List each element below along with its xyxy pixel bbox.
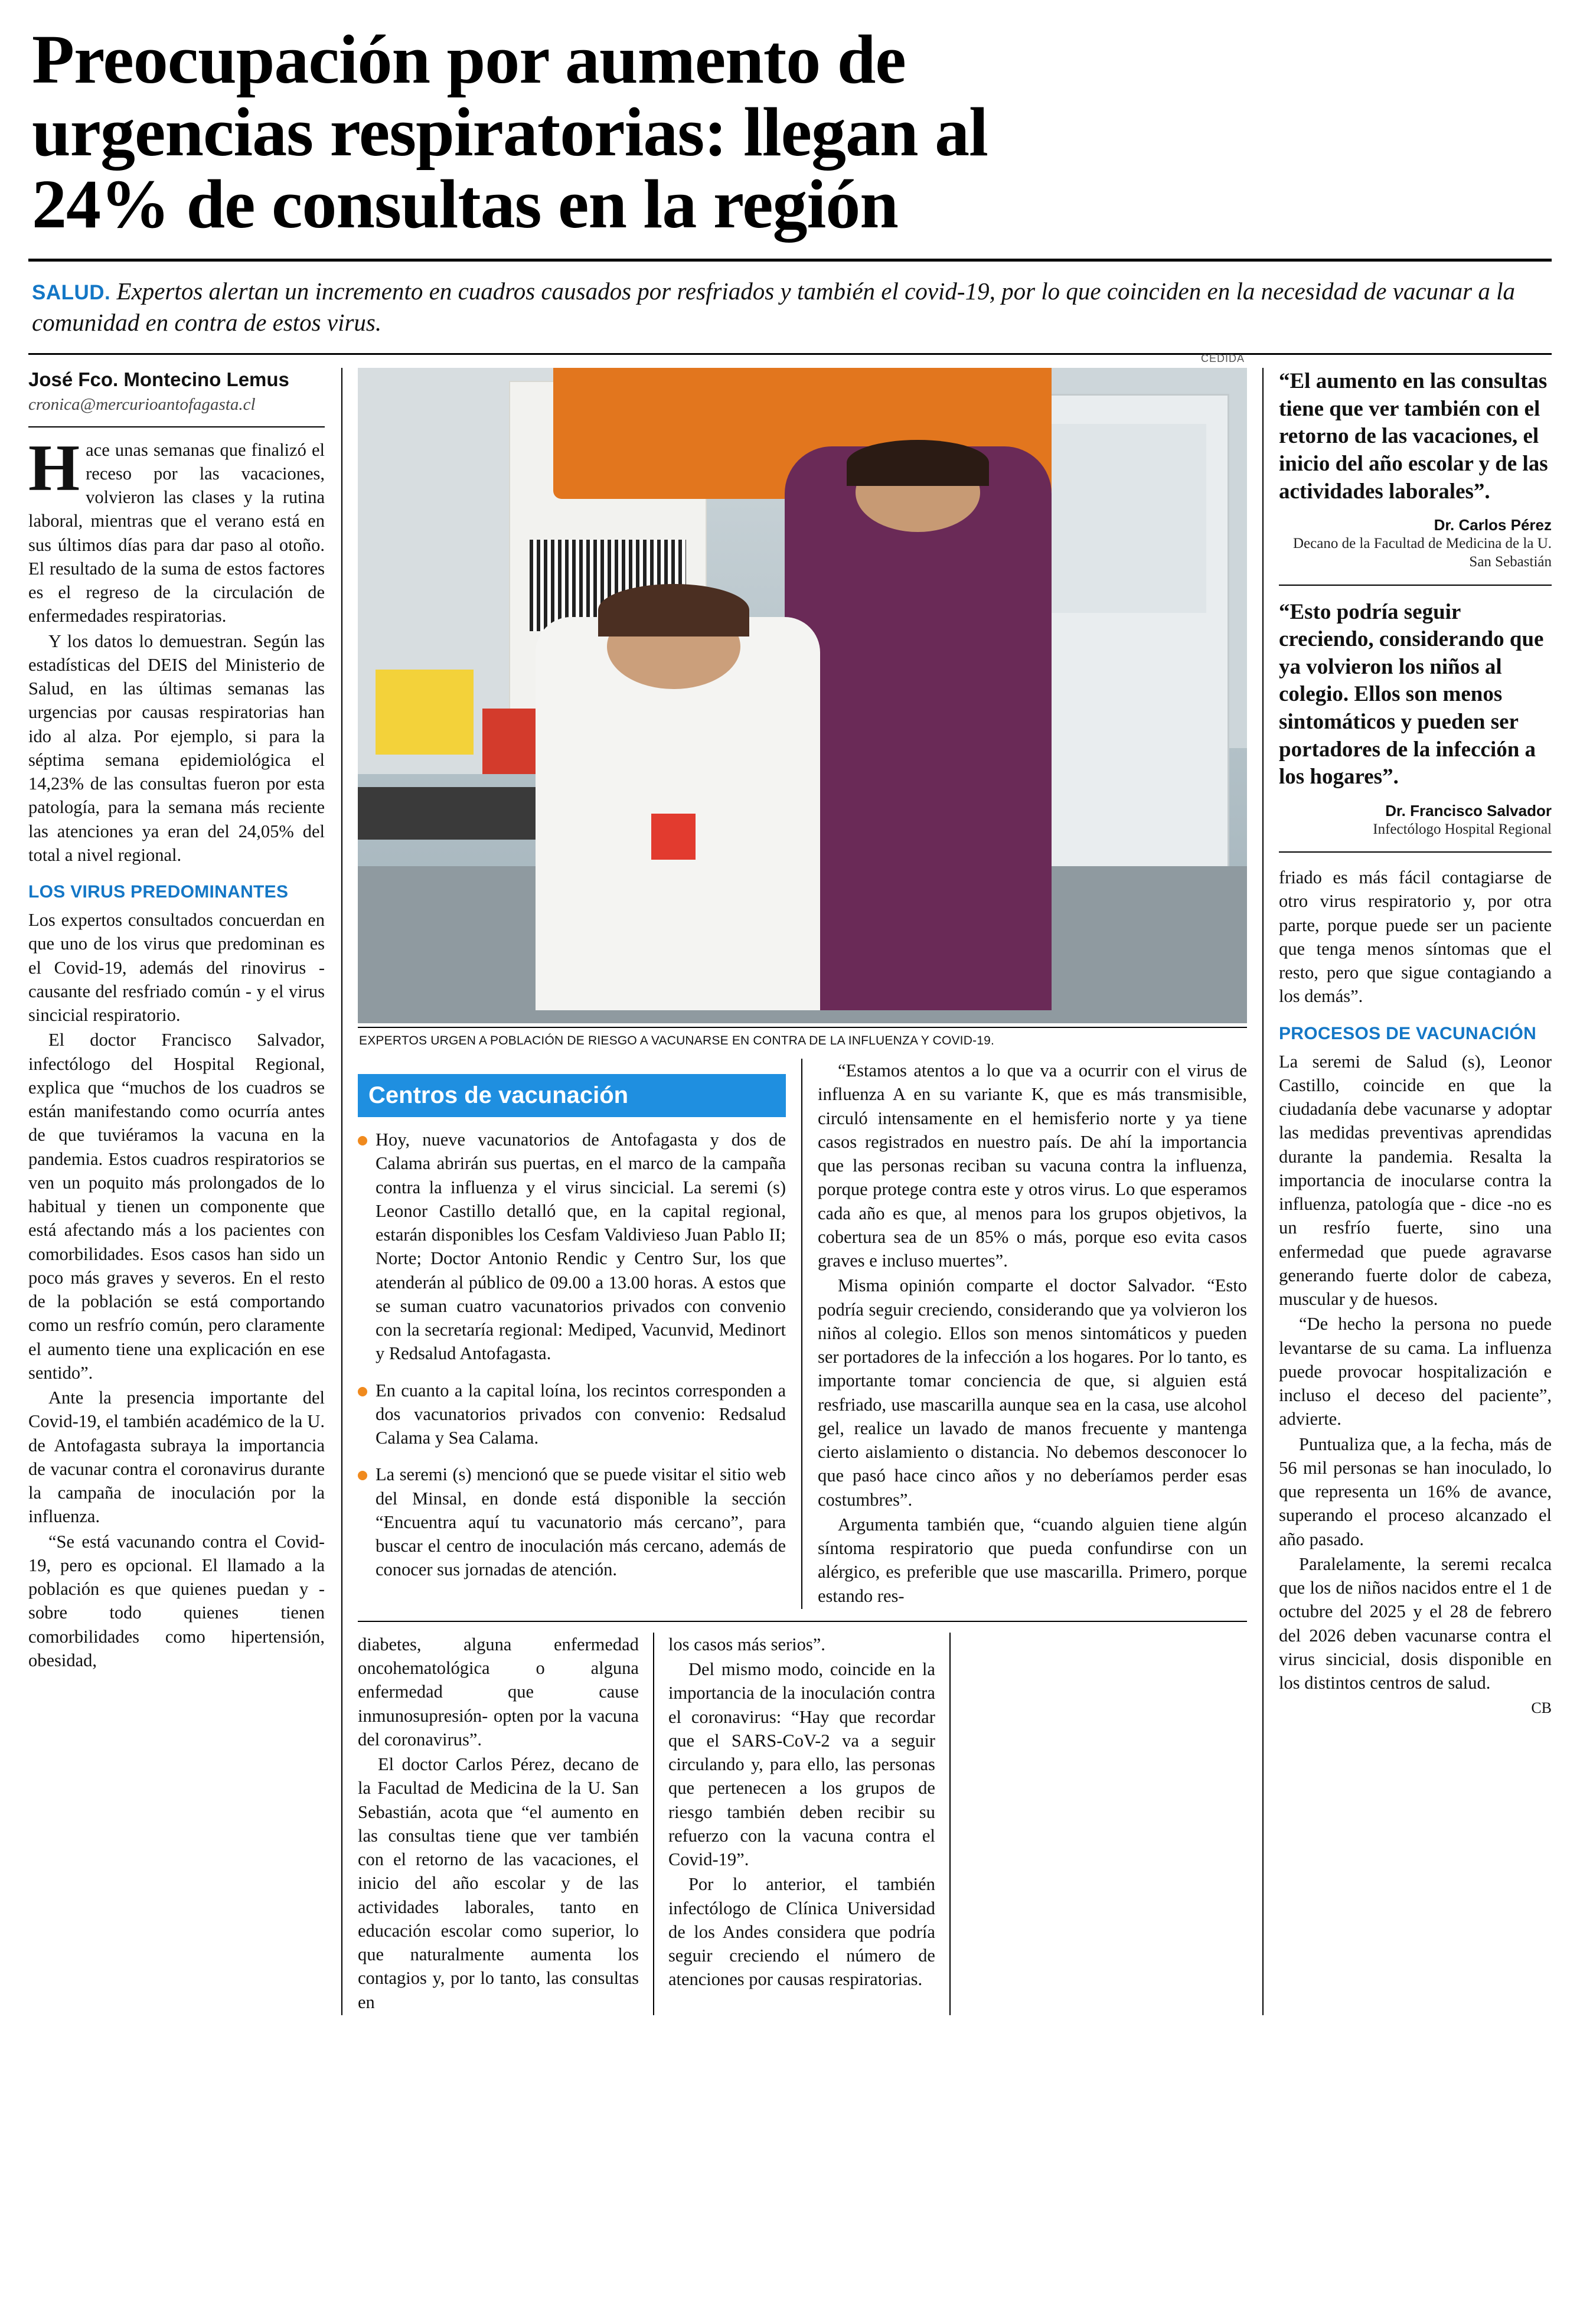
pull-quote-1-role: Decano de la Facultad de Medicina de la U. San Sebastián bbox=[1292, 536, 1552, 570]
deck-text: Expertos alertan un incremento en cuadros causados por resfriados y también el covid-19, por lo que coinciden en la necesidad de vacunar a la comunidad en contra de estos virus. bbox=[32, 278, 1515, 336]
divider-under-headline bbox=[28, 259, 1552, 262]
column-middle bbox=[341, 352, 1262, 2015]
photo-block bbox=[358, 352, 1247, 1048]
paragraph: Misma opinión comparte el doctor Salvador. “Esto podría seguir creciendo, considerando que ya volvieron los niños al colegio. Ellos son menos sintomáticos y pueden ser portadores de la infección a los hogares. Por lo tanto, es importante tomar conciencia de que, si alguien está resfriado, use mascarilla aunque sea en la casa, use alcohol gel, realice un lavado de manos frecuente y mantenga cierto aislamiento o distancia. No debemos desconocer lo que pasó hace cinco años y no deberíamos perder esas costumbres”. bbox=[818, 1275, 1247, 1510]
pull-quote-2-name: Dr. Francisco Salvador bbox=[1385, 801, 1552, 820]
paragraph: diabetes, alguna enfermedad oncohematológica o alguna enfermedad que cause inmunosupresión- opten por la vacuna del coronavirus”. bbox=[358, 1634, 639, 1749]
lower-three-columns bbox=[358, 1621, 1247, 2015]
byline-email[interactable]: cronica@mercurioantofagasta.cl bbox=[28, 394, 256, 414]
photo-patient-hair bbox=[598, 584, 749, 637]
headline-line-3: 24% de consultas en la región bbox=[32, 165, 898, 243]
divider-quotes bbox=[1279, 585, 1552, 586]
paragraph: Ante la presencia importante del Covid-19, el también académico de la U. de Antofagasta subraya la importancia de vacunar contra el coronavirus durante la campaña de inoculación por la influenza. bbox=[28, 1388, 325, 1527]
lower-column-a bbox=[358, 1633, 654, 2015]
list-item: En cuanto a la capital loína, los recintos corresponden a dos vacunatorios privados con convenio: Redsalud Calama y Sea Calama. bbox=[358, 1379, 786, 1450]
list-item: Hoy, nueve vacunatorios de Antofagasta y dos de Calama abrirán sus puertas, en el marco de la campaña contra la influenza y el virus sincicial. La seremi (s) Leonor Castillo detalló que, en la capital regional, estarán disponibles los Cesfam Valdivieso Juan Pablo II; Norte; Doctor Antonio Rendic y Centro Sur, los que atenderán al público de 09.00 a 13.00 horas. A estos que se suman cuatro vacunatorios privados con convenio con la secretaría regional: Mediped, Vacunvid, Medinort y Redsalud Antofagasta. bbox=[358, 1128, 786, 1366]
pull-quote-1: “El aumento en las consultas tiene que ver también con el retorno de las vacaciones, el inicio del año escolar y de las actividades laborales”. bbox=[1279, 369, 1548, 504]
mid-column-right bbox=[802, 1059, 1247, 1609]
photo-credit: CEDIDA bbox=[1200, 352, 1245, 365]
paragraph-text: ace unas semanas que finalizó el receso por las vacaciones, volvieron las clases y la rutina laboral, mientras que el verano está en sus últimos días para dar paso al otoño. El resultado de la suma de estos factores es el regreso de la circulación de enfermedades respiratorias. bbox=[28, 439, 325, 626]
paragraph: Argumenta también que, “cuando alguien tiene algún síntoma respiratorio que pueda confundirse con un alérgico, es preferible que use mascarilla. Primero, porque estando res- bbox=[818, 1514, 1247, 1606]
paragraph: “De hecho la persona no puede levantarse de su cama. La influenza puede provocar hospitalización e incluso el deceso del paciente”, advierte. bbox=[1279, 1314, 1552, 1429]
paragraph: friado es más fácil contagiarse de otro virus respiratorio y, por otra parte, porque puede ser un paciente que tenga menos síntomas que el resto, pero que sigue contagiando a los demás”. bbox=[1279, 867, 1552, 1007]
article-body bbox=[28, 352, 1552, 2015]
paragraph bbox=[28, 431, 325, 628]
column-left bbox=[28, 368, 341, 2015]
subhead-procesos-vacunacion: PROCESOS DE VACUNACIÓN bbox=[1279, 1023, 1537, 1043]
photo-caption: EXPERTOS URGEN A POBLACIÓN DE RIESGO A VACUNARSE EN CONTRA DE LA INFLUENZA Y COVID-19. bbox=[358, 1027, 1247, 1048]
paragraph: El doctor Francisco Salvador, infectólogo del Hospital Regional, explica que “muchos de los cuadros se están manifestando como ocurría antes de que tuviéramos la vacuna en la pandemia. Estos cuadros respiratorios se ven un poquito más prolongados de lo habitual y tienen un componente que está afectando más a los pacientes con comorbilidades. Esos casos han sido un poco más graves y severos. En el resto de la población se está comportando como un resfrío común, pero claramente el aumento tiene una explicación en ese sentido”. bbox=[28, 1030, 325, 1383]
paragraph: Los expertos consultados concuerdan en que uno de los virus que predominan es el Covid-19, además del rinovirus - causante del resfriado común - y el virus sincicial respiratorio. bbox=[28, 910, 325, 1026]
mid-column-left bbox=[358, 1059, 802, 1609]
headline-line-1: Preocupación por aumento de bbox=[32, 21, 906, 98]
mid-two-columns bbox=[358, 1059, 1247, 1609]
article-deck bbox=[32, 276, 1552, 338]
lower-column-c bbox=[951, 1633, 1247, 2015]
pull-quote-1-name: Dr. Carlos Pérez bbox=[1434, 516, 1552, 534]
divider-quote-body bbox=[1279, 851, 1552, 853]
pull-quote-2: “Esto podría seguir creciendo, considerando que ya volvieron los niños al colegio. Ellos son menos sintomáticos y pueden ser portadores de la infección a los hogares”. bbox=[1279, 599, 1544, 789]
paragraph: Y los datos lo demuestran. Según las estadísticas del DEIS del Ministerio de Salud, en las últimas semanas las urgencias por causas respiratorias han ido al alza. Por ejemplo, si para la séptima semana epidemiológica el 14,23% de las consultas fueron por esta patología, para la semana más reciente las atenciones ya eran del 24,05% del total a nivel regional. bbox=[28, 631, 325, 865]
divider-under-deck bbox=[28, 353, 1552, 355]
pull-quote-2-role: Infectólogo Hospital Regional bbox=[1373, 821, 1552, 837]
byline-author: José Fco. Montecino Lemus bbox=[28, 368, 289, 391]
photo-patient-badge bbox=[651, 814, 696, 860]
subhead-virus-predominantes: LOS VIRUS PREDOMINANTES bbox=[28, 882, 289, 902]
page-title bbox=[28, 21, 1552, 243]
paragraph: Puntualiza que, a la fecha, más de 56 mil personas se han inoculado, lo que representa un 16% de avance, superando el proceso alcanzado el año pasado. bbox=[1279, 1434, 1552, 1549]
end-mark: CB bbox=[1531, 1699, 1552, 1717]
paragraph: Del mismo modo, coincide en la importancia de la inoculación contra el coronavirus: “Hay que recordar que el SARS-CoV-2 va a seguir circulando y, para ello, las personas que pertenecen a los grupos de riesgo también deben recibir su refuerzo con la vacuna contra el Covid-19”. bbox=[668, 1659, 935, 1870]
photo-yellow-box bbox=[376, 670, 474, 755]
column-right bbox=[1262, 368, 1552, 2015]
paragraph: los casos más serios”. bbox=[668, 1634, 825, 1654]
headline-line-2: urgencias respiratorias: llegan al bbox=[32, 93, 988, 171]
paragraph: “Se está vacunando contra el Covid-19, pero es opcional. El llamado a la población es que quienes puedan y -sobre todo quienes tienen comorbilidades como hipertensión, obesidad, bbox=[28, 1531, 325, 1670]
paragraph: “Estamos atentos a lo que va a ocurrir con el virus de influenza A en su variante K, que es más transmisible, circuló intensamente en el hemisferio norte y ya tiene casos registrados en nuestro país. De ahí la importancia que las personas reciban su vacuna contra la influenza, porque protege contra este y otros virus. Lo que esperamos cada año es que, al menos para los grupos objetivos, la cobertura sea de un 85% o más, porque eso evita casos graves e incluso muertes”. bbox=[818, 1060, 1247, 1271]
section-kicker: SALUD. bbox=[32, 281, 111, 305]
dropcap: H bbox=[28, 431, 80, 505]
lower-column-b bbox=[654, 1633, 951, 2015]
paragraph: Paralelamente, la seremi recalca que los de niños nacidos entre el 1 de octubre del 2025 y el 28 de febrero del 2026 deben vacunarse contra el virus sincicial, dosis disponible en los distintos centros de salud. bbox=[1279, 1553, 1552, 1693]
list-item: La seremi (s) mencionó que se puede visitar el sitio web del Minsal, en donde está disponible la sección “Encuentra aquí tu vacunatorio más cercano”, para buscar el centro de inoculación más cercano, además de conocer sus jornadas de atención. bbox=[358, 1463, 786, 1581]
divider-byline bbox=[28, 426, 325, 427]
paragraph: La seremi de Salud (s), Leonor Castillo, coincide en que la ciudadanía debe vacunarse y adoptar las medidas preventivas aprendidas durante la pandemia. Resalta la importancia de inocularse contra la influenza, patología que - dice -no es un resfrío fuerte, sino una enfermedad que puede agravarse generando fuerte dolor de cabeza, muscular y de huesos. bbox=[1279, 1051, 1552, 1310]
paragraph: Por lo anterior, el también infectólogo de Clínica Universidad de los Andes considera que podría seguir creciendo el número de atenciones por causas respiratorias. bbox=[668, 1874, 935, 1990]
article-photo bbox=[358, 368, 1247, 1023]
vaccination-centers-box-title: Centros de vacunación bbox=[358, 1074, 786, 1117]
page-inner bbox=[28, 21, 1552, 2303]
photo-nurse-hair bbox=[847, 440, 989, 486]
vaccination-centers-list bbox=[358, 1128, 786, 1595]
paragraph: El doctor Carlos Pérez, decano de la Facultad de Medicina de la U. San Sebastián, acota que “el aumento en las consultas tiene que ver también con el retorno de las vacaciones, el inicio del año escolar y de las actividades laborales, tanto en educación escolar como superior, lo que naturalmente aumenta los contagios y, por lo tanto, las consultas en bbox=[358, 1754, 639, 2012]
